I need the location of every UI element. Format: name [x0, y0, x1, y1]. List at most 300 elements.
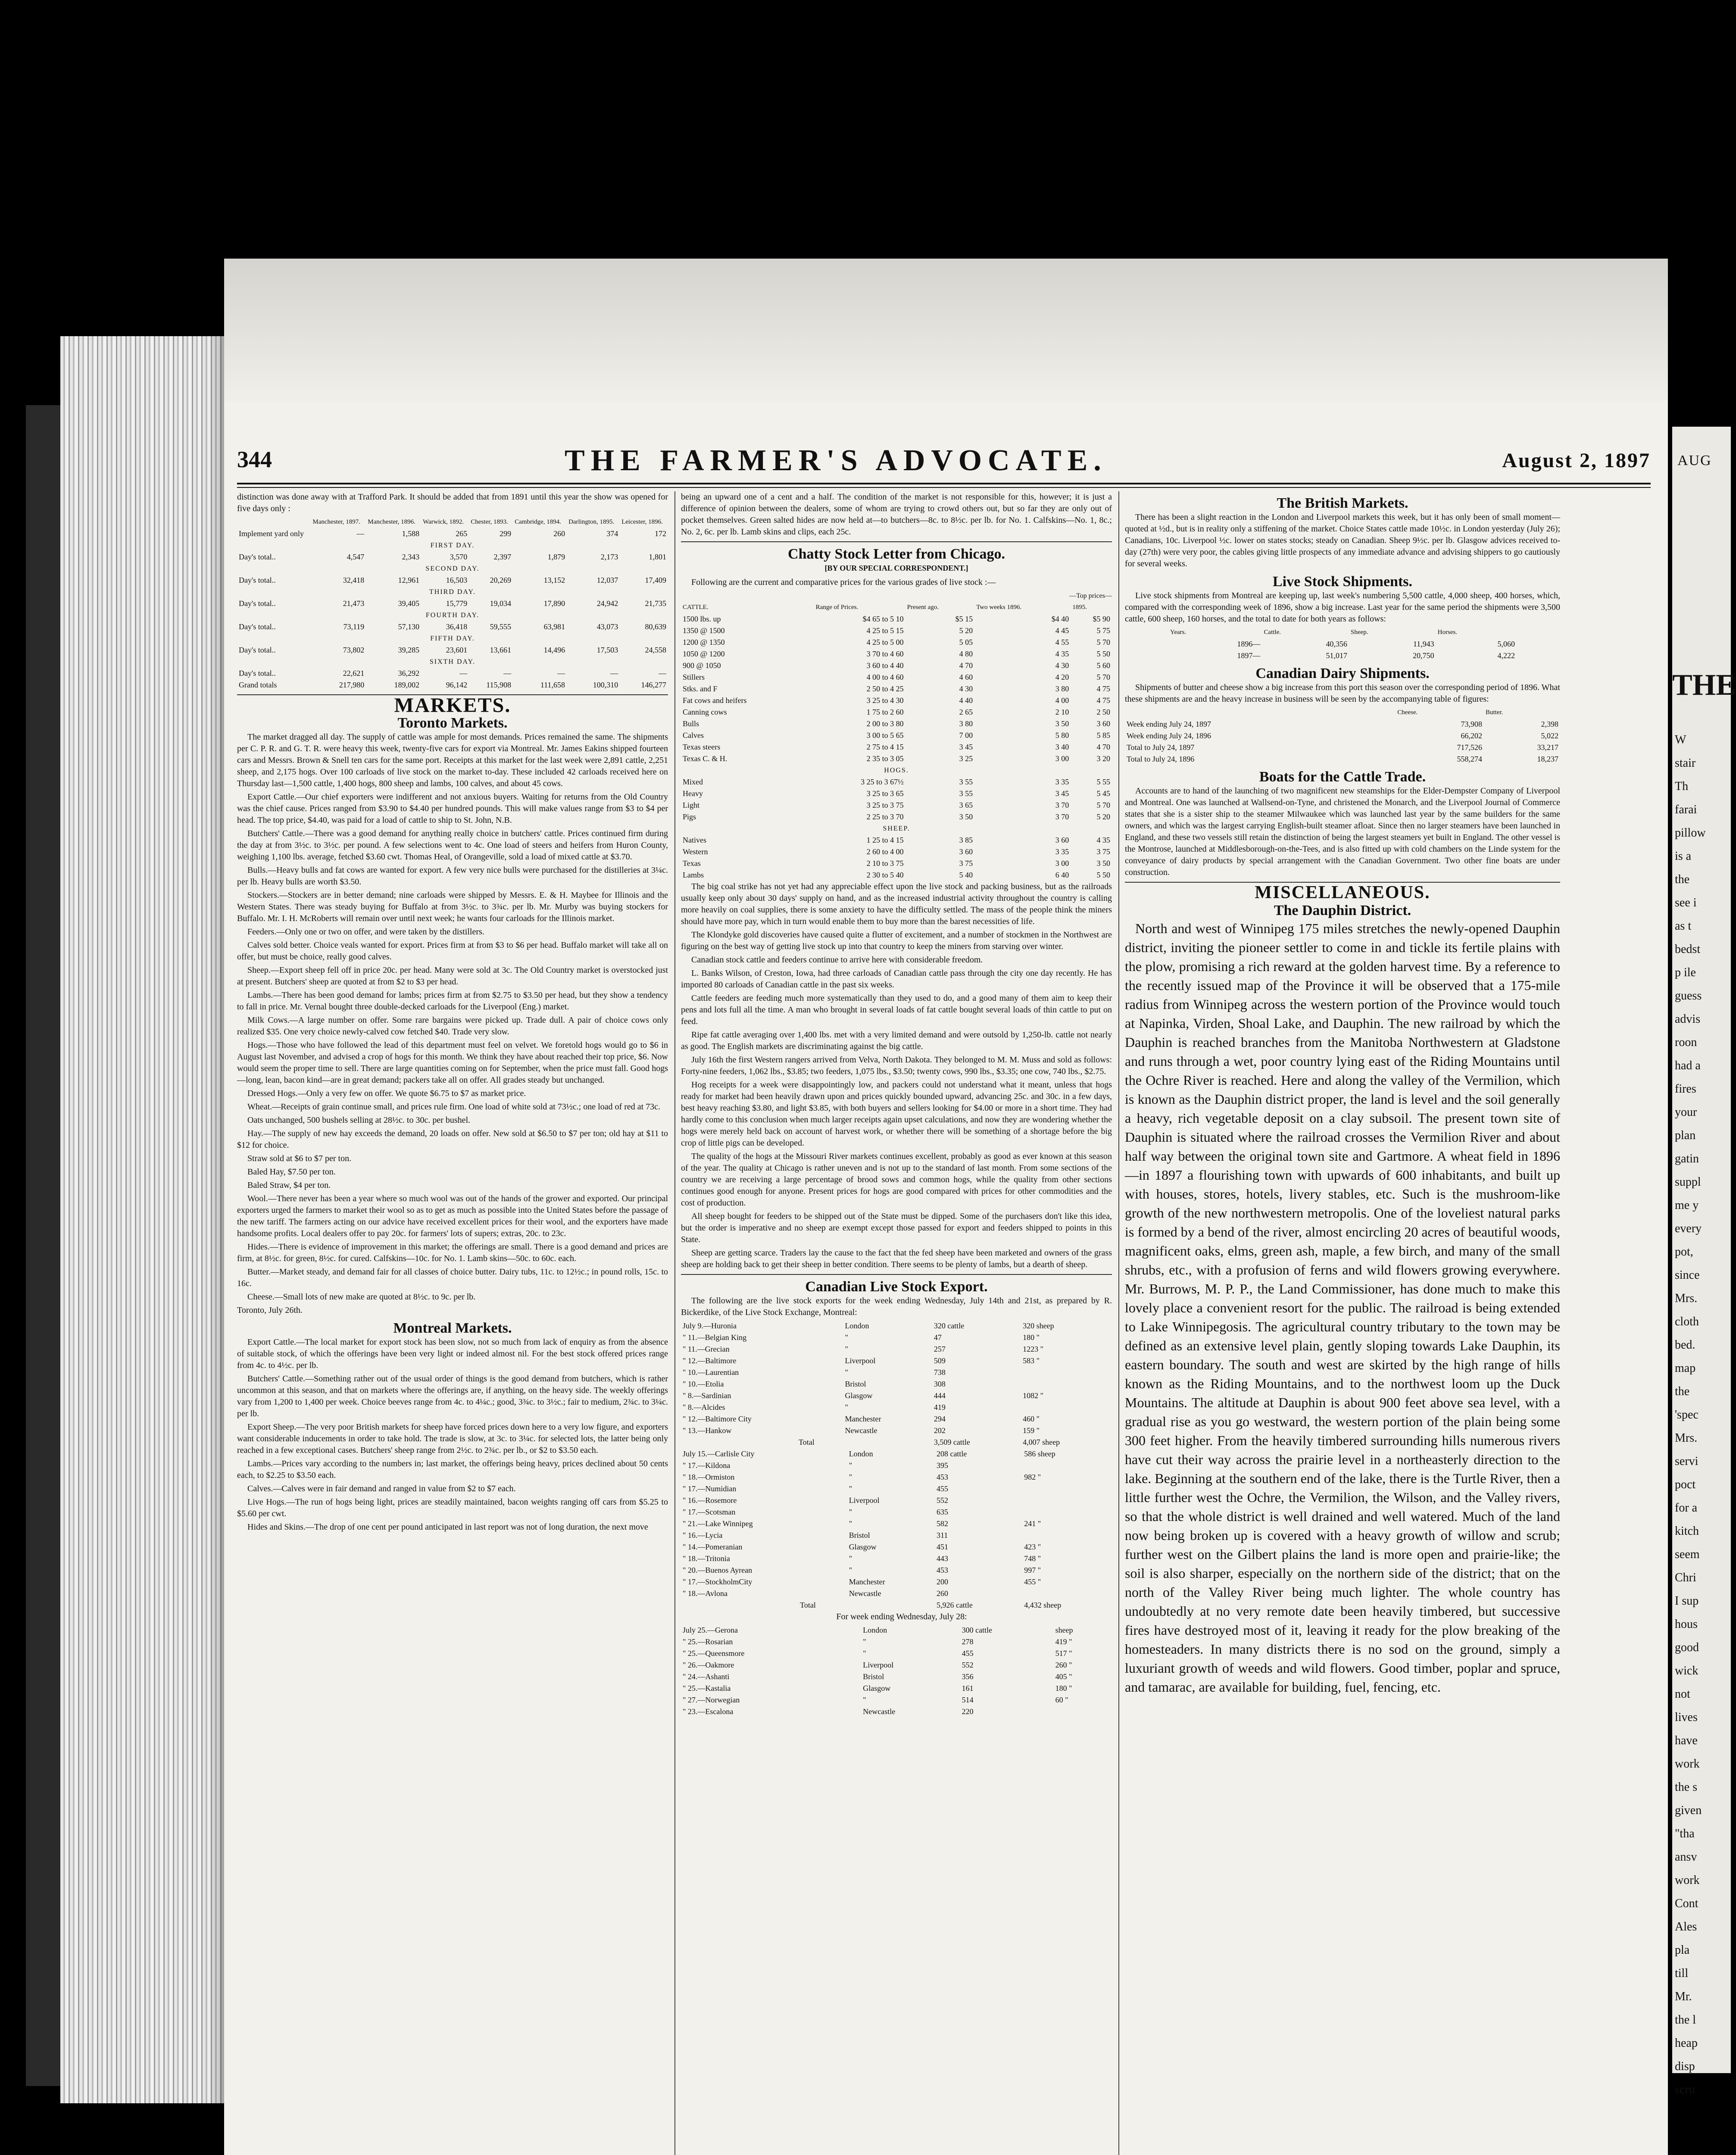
paragraph: Hog receipts for a week were disappointingly low, and packers could not understand what it meant, unless that hogs ready for market had been heavily drawn upon and prices quickly bounded upward, advancing 25c. and 30c. in a few days, best heavy reaching $3.80, and light $3.85, with both buyers and sellers looking for $4.00 or more in a short time. They had hardly come to this conclusion when much larger receipts again upset calculations, and now they are wondering whether the hogs were merely held back on account of harvest work, or whether there will be something of a shortage before the big crop of little pigs can be developed. — [681, 1080, 1112, 1148]
dauphin-article: North and west of Winnipeg 175 miles stretches the newly-opened Dauphin district, inviting the pioneer settler to come in and tickle its fertile plains with the plow, promising a rich reward at the golden harvest time. By a reference to the recently issued map of the Province it will be observed that a 175-mile radius from Winnipeg across the western portion of the Province would touch at Napinka, Virden, Shoal Lake, and Dauphin. The new railroad by which the Dauphin is reached branches from the Manitoba Northwestern at Gladstone and runs through a wet, poor country lying east of the Riding Mountains until the Ochre River is reached. Here and along the valley of the Vermilion, which is known as the Dauphin district proper, the land is level and the soil generally a heavy, rich vegetable deposit on a clay subsoil. The present town site of Dauphin is situated where the railroad crosses the Vermilion River and about half way between the original town site and Gartmore. A wheat field in 1896—in 1897 a flourishing town with upwards of 600 inhabitants, and built up with houses, stores, hotels, livery stables, etc. Such is the mushroom-like growth of the new northwestern metropolis. One of the loveliest natural parks is formed by a bend of the river, almost encircling 20 acres of beautiful woods, magnificent oaks, elms, green ash, maple, a few birch, and many of the small shrubs, etc., with a profusion of ferns and wild flowers growing everywhere. Mr. Burrows, M. P. P., the Land Commissioner, has done much to make this lovely place a convenient resort for the public. The railroad is being extended to Lake Winnipegosis. The agricultural country tributary to the town may be defined as an extensive level plain, gently sloping towards Lake Dauphin, its eastern boundary. The south and west are skirted by the high range of hills known as the Riding Mountains, and to the northwest loom up the Duck Mountains. The altitude at Dauphin is about 900 feet above sea level, with a gradual rise as you go westward, the western portion of the plain being some 300 feet higher. From the heavily timbered surrounding hills numerous rivers have cut their way across the prairie level in a northeasterly direction to the lake. Beginning at the southern end of the lake, there is the Turtle River, then a little further west the Ochre, the Vermilion, the Wilson, and the Valley rivers, so that the whole district is well drained and well watered. Much of the land now being broken up is covered with a heavy growth of willow and scrub; further west on the Gilbert plains the land is more open and prairie-like; the soil is also sharper, especially on the northern side of the district; that on the north of the Valley River being much lighter. The whole country has undoubtedly at no very remote date been heavily timbered, but successive fires have destroyed most of it, leaving it ready for the plow breaking of the homesteaders. In many districts there is no sod on the ground, simply a luxuriant growth of weeds and wild flowers. Good timber, poplar and spruce, and tamarac, are available for building, fuel, fencing, etc. — [1125, 921, 1560, 1695]
table-cell: 57,130 — [398, 622, 420, 631]
table-row — [237, 551, 668, 563]
table-row — [681, 800, 1112, 811]
table-cell: 586 sheep — [1024, 1449, 1055, 1458]
table-cell: Manchester — [849, 1577, 885, 1586]
table-cell: — — [356, 529, 365, 538]
table-cell: $5 90 — [1093, 615, 1110, 623]
table-row — [237, 609, 668, 621]
table-cell: 4 35 — [1096, 836, 1110, 844]
column-divider — [1118, 491, 1119, 2155]
table-header: Cattle. — [1264, 629, 1281, 636]
table-cell: Texas C. & H. — [683, 754, 727, 763]
table-row — [681, 648, 1112, 660]
table-row — [237, 540, 668, 551]
table-row — [681, 823, 1112, 834]
shipments-table — [1168, 627, 1517, 662]
table-cell: 3 65 — [959, 801, 973, 809]
paragraph: Butter.—Market steady, and demand fair for all classes of choice butter. Dairy tubs, 11c. to 12½c.; in pound rolls, 15c. to 16c. — [237, 1267, 668, 1288]
adjacent-page-text: W stair Th farai pillow is a the see i as t bedst p ile guess advis roon had a fires your plan gatin suppl me y every pot, since Mrs. cloth bed. map the 'spec Mrs. servi poct for a kitch seem Chri I sup hous good wick not lives have work the s given "tha ansv work Cont Ales pla till Mr. the l heap disp scru — [1675, 733, 1706, 2096]
table-cell: 4,547 — [347, 553, 365, 561]
table-cell: 3 50 — [959, 812, 973, 821]
table-cell: 4 25 to 5 15 — [866, 626, 904, 635]
table-row — [237, 621, 668, 633]
table-cell: 43,073 — [596, 622, 618, 631]
table-cell: Texas — [683, 859, 701, 868]
table-cell: 4 20 — [1055, 673, 1069, 681]
markets-heading: MARKETS. — [394, 694, 511, 717]
boats-heading: Boats for the Cattle Trade. — [1259, 769, 1426, 785]
table-row — [681, 1648, 1112, 1659]
table-cell: Total to July 24, 1896 — [1127, 755, 1195, 763]
table-cell: 4 70 — [959, 661, 973, 670]
paragraph: The quality of the hogs at the Missouri River markets continues excellent, probably as good as ever known at this season of the year. The quality at Chicago is rather uneven and is not up to the standard of last month. From some sections of the country we are receiving a large percentage of brood sows and common hogs, while the quality from other sections continues good enough for anyone. Present prices for hogs are good compared with prices for other commodities and the cost of production. — [681, 1152, 1112, 1208]
toronto-signoff: Toronto, July 26th. — [237, 1305, 303, 1315]
table-cell: Stks. and F — [683, 684, 718, 693]
paragraph: Hay.—The supply of new hay exceeds the demand, 20 loads on offer. New sold at $6.50 to $7 per ton; old hay at $11 to $12 for choice. — [237, 1129, 668, 1150]
table-cell: 80,639 — [645, 622, 666, 631]
table-cell: 2 75 to 4 15 — [866, 743, 904, 751]
table-row — [681, 1413, 1112, 1425]
table-row — [237, 528, 668, 540]
table-row — [681, 695, 1112, 706]
paragraph: The Klondyke gold discoveries have caused quite a flutter of excitement, and a number of stockmen in the Northwest are figuring on the best way of getting live stock up into that country to keep the miners from starving over winter. — [681, 930, 1112, 951]
table-cell: " — [849, 1566, 852, 1574]
dauphin-heading: The Dauphin District. — [1274, 903, 1411, 918]
table-cell: $4 65 to 5 10 — [862, 615, 904, 623]
table-cell: 96,142 — [446, 681, 468, 689]
paragraph: Calves.—Calves were in fair demand and ranged in value from $2 to $7 each. — [247, 1484, 516, 1493]
export-intro: The following are the live stock exports for the week ending Wednesday, July 14th and 21st, as prepared by R. Bickerdike, of the Live Stock Exchange, Montreal: — [681, 1296, 1112, 1317]
table-cell: 1350 @ 1500 — [683, 626, 725, 635]
table-cell: 1,879 — [547, 553, 565, 561]
table-row — [681, 1483, 1112, 1495]
table-cell: Stillers — [683, 673, 705, 681]
table-cell: 3 80 — [1055, 684, 1069, 693]
table-cell: 180 " — [1023, 1333, 1040, 1342]
paragraph: Lambs.—Prices vary according to the numbers in; last market, the offerings being heavy, prices declined about 50 cents each, to $2.25 to $3.50 each. — [237, 1459, 668, 1480]
table-row — [681, 1343, 1112, 1355]
hides-continued: being an upward one of a cent and a half. The condition of the market is not responsible for this, however; it is just a difference of opinion between the dealers, some of whom are trying to crowd others out, but so far they are only out of pocket themselves. Green salted hides are now held at—to butchers—8c. to 8½c. per lb. for No. 1. Calfskins—No. 1, 8c.; No. 2, 6c. per lb. Lamb skins and clips, each 25c. — [681, 492, 1112, 537]
table-cell: 2 25 to 3 70 — [866, 812, 904, 821]
table-cell: Week ending July 24, 1896 — [1127, 731, 1211, 740]
table-cell: Total to July 24, 1897 — [1127, 743, 1195, 752]
table-cell: 189,002 — [394, 681, 420, 689]
table-header: Darlington, 1895. — [568, 518, 615, 525]
table-cell: 1 25 to 4 15 — [866, 836, 904, 844]
table-row — [681, 846, 1112, 858]
table-row — [681, 1425, 1112, 1437]
table-cell: 997 " — [1024, 1566, 1041, 1574]
table-cell: Liverpool — [863, 1661, 894, 1669]
table-row — [1168, 650, 1517, 662]
table-cell: Texas steers — [683, 743, 721, 751]
table-row — [1125, 753, 1560, 765]
montreal-report — [237, 1337, 668, 1533]
table-cell: " 25.—Queensmore — [683, 1649, 745, 1658]
table-cell: Bristol — [849, 1531, 870, 1540]
table-cell: 12,961 — [398, 576, 420, 584]
row-label: Grand totals — [239, 681, 277, 689]
table-row — [237, 668, 668, 679]
toronto-report — [237, 731, 668, 1303]
table-cell: 5 70 — [1096, 638, 1110, 646]
table-cell: 208 cattle — [936, 1449, 967, 1458]
table-cell: 36,418 — [446, 622, 468, 631]
table-row — [237, 586, 668, 598]
paragraph: Sheep.—Export sheep fell off in price 20c. per head. Many were sold at 3c. The Old Country market is overstocked just at present. Butchers' sheep are quoted at from $2 to $3 per head. — [237, 965, 668, 987]
table-cell — [1054, 1706, 1112, 1718]
british-report: There has been a slight reaction in the London and Liverpool markets this week, but it has only been of small moment—quoted at ½d., but is in reality only a stiffening of the market. Choice States cattle made 10½c. in London yesterday (July 26); Canadians, 10c. Liverpool ½c. lower on states stocks; steady on Canadian. Sheep 9½c. per lb. Glasgow advices received to-day (27th) were very poor, the cables giving little prospects of any immediate advance and advising shippers to go cautiously for several weeks. — [1125, 512, 1560, 568]
table-cell: " 11.—Grecian — [683, 1345, 730, 1353]
table-cell: 4 30 — [959, 684, 973, 693]
section-label: FIFTH DAY. — [430, 635, 475, 642]
chicago-intro: Following are the current and comparative prices for the various grades of live stock :— — [691, 578, 996, 587]
table-cell: 220 — [962, 1707, 974, 1716]
table-cell: 19,034 — [490, 599, 512, 608]
table-cell: 202 — [934, 1426, 946, 1435]
table-cell: 15,779 — [446, 599, 468, 608]
table-cell: 5,022 — [1541, 731, 1558, 740]
table-cell: 552 — [936, 1496, 948, 1505]
table-cell — [1022, 1506, 1112, 1518]
row-label: Day's total.. — [239, 646, 276, 654]
table-cell: — — [557, 669, 565, 678]
table-row — [681, 613, 1112, 625]
newspaper-title: THE FARMER'S ADVOCATE. — [565, 444, 1107, 477]
table-row — [681, 753, 1112, 765]
issue-date: August 2, 1897 — [1502, 449, 1651, 472]
table-cell: 311 — [936, 1531, 948, 1540]
table-cell: 3 75 — [959, 859, 973, 868]
table-cell: 451 — [936, 1543, 948, 1551]
table-cell: 159 " — [1023, 1426, 1040, 1435]
table-cell: 100,310 — [593, 681, 618, 689]
paragraph: Cattle feeders are feeding much more systematically than they used to do, and a good many of them aim to keep their pens and lots full all the time. A man who brought in several loads of fat cattle bought several loads of thin cattle to put on feed. — [681, 993, 1112, 1026]
table-cell: Natives — [683, 836, 706, 844]
table-cell: 40,356 — [1326, 640, 1348, 648]
table-header: Present ago. — [907, 604, 939, 611]
table-row — [681, 1683, 1112, 1694]
table-cell: 73,908 — [1461, 720, 1482, 728]
table-row — [681, 1332, 1112, 1343]
table-row — [681, 1624, 1112, 1636]
table-cell: 2 60 to 4 00 — [866, 847, 904, 856]
table-cell: 453 — [936, 1566, 948, 1574]
table-cell: Bulls — [683, 719, 699, 728]
table-header: Years. — [1170, 629, 1186, 636]
table-cell: " — [849, 1508, 852, 1516]
table-row — [681, 776, 1112, 788]
table-header: Warwick, 1892. — [423, 518, 464, 525]
row-label: Day's total.. — [239, 669, 276, 678]
table-cell: 635 — [936, 1508, 948, 1516]
table-cell: 423 " — [1024, 1543, 1041, 1551]
paragraph: Stockers.—Stockers are in better demand; nine carloads were shipped by Messrs. E. & H. Maybee for Illinois and the Western States. There was steady buying for Buffalo at from 3½c. to 3¾c. per lb. Mr. Murby was buying stockers for Buffalo. Mr. I. H. McRoberts will remain over until next week; he wants four carloads for the Illinois market. — [237, 890, 668, 923]
paragraph: Hides and Skins.—The drop of one cent per pound anticipated in last report was not of long duration, the next move — [247, 1522, 648, 1532]
table-cell: 17,503 — [596, 646, 618, 654]
table-cell: " 18.—Tritonia — [683, 1554, 730, 1563]
table-cell: 3 60 — [1096, 719, 1110, 728]
row-label: Day's total.. — [239, 553, 276, 561]
table-cell: 5 20 — [1096, 812, 1110, 821]
table-cell: 22,621 — [343, 669, 365, 678]
table-cell: 1897— — [1237, 651, 1261, 660]
table-header: Two weeks 1896. — [976, 604, 1022, 611]
table-cell: 2 50 — [1096, 708, 1110, 716]
table-cell: 455 " — [1024, 1577, 1041, 1586]
table-cell: 20,269 — [490, 576, 512, 584]
table-cell: 5 70 — [1096, 801, 1110, 809]
table-cell: 1050 @ 1200 — [683, 650, 725, 658]
total-label: Total — [799, 1438, 815, 1446]
table-cell: 2,397 — [493, 553, 512, 561]
table-cell: 3 00 to 5 65 — [866, 731, 904, 740]
table-cell: 5 05 — [959, 638, 973, 646]
table-cell: 3 25 to 3 65 — [866, 789, 904, 798]
toronto-heading: Toronto Markets. — [397, 715, 508, 731]
column-2 — [681, 491, 1112, 1718]
table-cell: July 25.—Gerona — [683, 1626, 738, 1634]
table-cell: 582 — [936, 1519, 948, 1528]
table-cell: 4 60 — [959, 673, 973, 681]
table-cell: Glasgow — [845, 1391, 873, 1400]
table-cell: " — [849, 1473, 852, 1481]
table-cell: " 26.—Oakmore — [683, 1661, 734, 1669]
show-intro: distinction was done away with at Trafford Park. It should be added that from 1891 until this year the show was opened for five days only : — [237, 492, 668, 513]
table-row — [681, 683, 1112, 695]
table-header: CATTLE. — [683, 604, 709, 611]
table-cell: " 13.—Hankow — [683, 1426, 732, 1435]
table-cell: 3 25 to 3 67½ — [861, 778, 904, 786]
table-cell: " — [849, 1484, 852, 1493]
table-cell: 4 80 — [959, 650, 973, 658]
paragraph: Ripe fat cattle averaging over 1,400 lbs. met with a very limited demand and were outsold by 1,250-lb. cattle not nearly as good. The English markets are discriminating against the big cattle. — [681, 1030, 1112, 1051]
table-cell: 3 70 — [1055, 801, 1069, 809]
table-cell: Newcastle — [863, 1707, 896, 1716]
table-cell: " 17.—StockholmCity — [683, 1577, 752, 1586]
table-cell: 4 40 — [959, 696, 973, 705]
table-row — [681, 1588, 1112, 1599]
table-cell: 3,570 — [450, 553, 468, 561]
table-row — [681, 1460, 1112, 1471]
table-row — [681, 1541, 1112, 1553]
export-table — [681, 1448, 1112, 1611]
table-row — [681, 1530, 1112, 1541]
paragraph: Export Cattle.—Our chief exporters were indifferent and not anxious buyers. Waiting for returns from the Old Country was the chief cause. Prices ranged from $3.90 to $4.40 per hundred pounds. This will make values range from $3 to $4 per head. The top price, $4.40, was paid for a load of cattle to ship to St. John, N.B. — [237, 792, 668, 825]
table-row — [1125, 742, 1560, 753]
table-cell: Heavy — [683, 789, 703, 798]
table-cell: sheep — [1055, 1626, 1073, 1634]
total-row — [681, 1437, 1112, 1448]
table-row — [237, 644, 668, 656]
table-row — [681, 1671, 1112, 1683]
table-cell: 455 — [936, 1484, 948, 1493]
table-cell: 3 55 — [959, 789, 973, 798]
paragraph: Live Hogs.—The run of hogs being light, prices are steadily maintained, bacon weights ranging off cars from $5.25 to $5.60 per cwt. — [237, 1497, 668, 1518]
table-cell: 73,802 — [343, 646, 365, 654]
table-cell: 308 — [934, 1380, 946, 1388]
table-cell: 1500 lbs. up — [683, 615, 721, 623]
british-heading: The British Markets. — [1277, 495, 1408, 511]
table-row — [681, 869, 1112, 881]
paragraph: The big coal strike has not yet had any appreciable effect upon the live stock and packing business, but as the railroads usually keep only about 30 days' supply on hand, and as the increased industrial activity throughout the country is calling more heavily on coal supplies, there is some anxiety to have the difficulty settled. The mass of the people think the miners should have more pay, which in turn would enable them to buy more than the barest necessities of life. — [681, 882, 1112, 926]
table-row — [681, 706, 1112, 718]
table-cell: 66,202 — [1461, 731, 1482, 740]
table-row — [681, 1320, 1112, 1332]
table-cell — [1021, 1378, 1112, 1390]
table-row — [237, 598, 668, 609]
table-cell: 982 " — [1024, 1473, 1041, 1481]
table-row — [681, 1355, 1112, 1367]
paragraph: Calves sold better. Choice veals wanted for export. Prices firm at from $3 to $6 per head. Buffalo market will take all on offer, but must be choice, really good calves. — [237, 940, 668, 962]
table-row — [681, 671, 1112, 683]
table-cell: 3 35 — [1055, 847, 1069, 856]
table-cell: " 18.—Ormiston — [683, 1473, 735, 1481]
table-cell: — — [659, 669, 666, 678]
table-cell: 63,981 — [543, 622, 565, 631]
table-row — [681, 788, 1112, 800]
paragraph: Wool.—There never has been a year where so much wool was out of the hands of the grower and exported. Our principal exporters urged the farmers to market their wool so as to get as much as possible into the United States before the passage of the new tariff. The farmers acting on our advice have received excellent prices for their wool, and the exporters have made handsome profits. Local dealers offer to pay 20c. for farmers' lots of supers; extras, 20c. to 23c. — [237, 1194, 668, 1238]
table-cell: 24,558 — [645, 646, 666, 654]
table-cell: London — [849, 1449, 873, 1458]
table-cell: 1 75 to 2 60 — [866, 708, 904, 716]
paragraph: Dressed Hogs.—Only a very few on offer. We quote $6.75 to $7 as market price. — [247, 1089, 526, 1098]
paragraph: Baled Hay, $7.50 per ton. — [247, 1167, 336, 1177]
table-cell: 3 85 — [959, 836, 973, 844]
table-cell: 11,943 — [1413, 640, 1434, 648]
table-cell: 111,658 — [540, 681, 565, 689]
table-cell: — — [503, 669, 512, 678]
table-cell: 2 50 to 4 25 — [866, 684, 904, 693]
table-cell: 453 — [936, 1473, 948, 1481]
row-label: Day's total.. — [239, 599, 276, 608]
table-cell: 17,409 — [645, 576, 666, 584]
table-header: Manchester, 1896. — [368, 518, 415, 525]
table-header: Manchester, 1897. — [312, 518, 361, 525]
table-cell: 3 40 — [1055, 743, 1069, 751]
table-cell: " 17.—Kildona — [683, 1461, 731, 1470]
export-heading: Canadian Live Stock Export. — [805, 1279, 988, 1295]
table-cell: " 10.—Laurentian — [683, 1368, 739, 1377]
table-cell: 1223 " — [1023, 1345, 1044, 1353]
table-cell: " 18.—Avlona — [683, 1589, 728, 1598]
adjacent-page-heading: THE — [1672, 668, 1736, 702]
table-row — [237, 679, 668, 691]
table-cell: " — [845, 1403, 848, 1412]
table-cell: London — [863, 1626, 887, 1634]
table-row — [681, 1471, 1112, 1483]
table-cell: 20,750 — [1413, 651, 1434, 660]
table-cell — [1021, 1402, 1112, 1413]
divider — [681, 541, 1112, 542]
paragraph: Lambs.—There has been good demand for lambs; prices firm at from $2.75 to $3.50 per head, but they show a tendency to fall in price. Mr. Vernal bought three double-decked carloads for the Liverpool (Eng.) market. — [237, 990, 668, 1012]
table-cell: 24,942 — [596, 599, 618, 608]
table-cell: 115,908 — [486, 681, 512, 689]
table-cell: " 24.—Ashanti — [683, 1672, 730, 1681]
column-divider — [674, 491, 675, 2155]
dairy-heading: Canadian Dairy Shipments. — [1255, 665, 1430, 681]
table-cell: Glasgow — [863, 1684, 891, 1693]
paragraph: Export Sheep.—The very poor British markets for sheep have forced prices down here to a very low figure, and exporters want considerable inducements in order to take hold. The trade is slow, at 3c. to 3¼c. for selected lots, the latter being only reached in a few exceptional cases. Butchers' sheep range from 2½c. to 2¾c. per lb., or $2 to $3.50 each. — [237, 1422, 668, 1455]
table-cell: 4 00 to 4 60 — [866, 673, 904, 681]
table-row — [681, 858, 1112, 869]
table-cell: 32,418 — [343, 576, 365, 584]
miscellaneous-heading: MISCELLANEOUS. — [1255, 883, 1430, 903]
masthead — [237, 446, 1651, 481]
export-table — [681, 1624, 1112, 1718]
table-cell: 455 — [962, 1649, 974, 1658]
table-row — [681, 834, 1112, 846]
table-row — [681, 811, 1112, 823]
table-cell: 294 — [934, 1415, 946, 1423]
table-cell: 59,555 — [490, 622, 512, 631]
table-row — [681, 1506, 1112, 1518]
chicago-heading: Chatty Stock Letter from Chicago. — [788, 546, 1005, 562]
table-cell: " 23.—Escalona — [683, 1707, 734, 1716]
dairy-table — [1125, 707, 1560, 765]
boats-report: Accounts are to hand of the launching of two magnificent new steamships for the Elder-Dempster Company of Liverpool and Montreal. One was launched at Wallsend-on-Tyne, and christened the Monarch, and the Liverpool Journal of Commerce states that she is a sister ship to the steamer Milwaukee which was launched last year by the same builders for the same owners, and which was the largest carrying English-built steamer afloat. Since then no larger steamers have been launched in England, and these two vessels still retain the distinction of being the largest steamers yet built in England. The other vessel is the Montrose, launched at Middlesborough-on-the-Tees, and is also fitted up with cold chambers on the Linde system for the conveyance of dairy products by special arrangement with the Canadian Government. Two other fine boats are under construction. — [1125, 786, 1560, 877]
table-cell: 558,274 — [1457, 755, 1482, 763]
table-cell: " 25.—Rosarian — [683, 1637, 733, 1646]
table-cell: 444 — [934, 1391, 946, 1400]
table-cell: 21,473 — [343, 599, 365, 608]
table-cell: 3 45 — [1055, 789, 1069, 798]
table-cell: 552 — [962, 1661, 974, 1669]
table-cell: Pigs — [683, 812, 696, 821]
table-cell: " — [845, 1368, 848, 1377]
book-page-edges — [60, 336, 241, 2103]
table-cell — [1022, 1495, 1112, 1506]
table-cell: " 25.—Kastalia — [683, 1684, 731, 1693]
table-header: Leicester, 1896. — [621, 518, 663, 525]
table-cell: 3 25 to 4 30 — [866, 696, 904, 705]
table-row — [1168, 638, 1517, 650]
table-cell: 3 00 — [1055, 859, 1069, 868]
table-cell: 3 00 — [1055, 754, 1069, 763]
paragraph: Hides.—There is evidence of improvement in this market; the offerings are small. There is a good demand and prices are firm, at 8½c. for green, 8½c. for cured. Calfskins—10c. for No. 1. Lamb skins—50c. to 60c. each. — [237, 1242, 668, 1263]
table-cell: 1,588 — [402, 529, 420, 538]
paragraph: All sheep bought for feeders to be shipped out of the State must be dipped. Some of the purchasers don't like this idea, but the order is imperative and no sheep are exempt except those passed for export and feeders shipped to points in this State. — [681, 1212, 1112, 1244]
table-cell: 2 10 to 3 75 — [866, 859, 904, 868]
table-cell: 3 60 — [1055, 836, 1069, 844]
table-cell: 1,801 — [649, 553, 666, 561]
table-row — [681, 1553, 1112, 1565]
table-cell: $4 40 — [1051, 615, 1069, 623]
table-cell: 3 55 — [959, 778, 973, 786]
table-cell: 161 — [962, 1684, 974, 1693]
table-row — [681, 1565, 1112, 1576]
table-cell: 300 cattle — [962, 1626, 993, 1634]
section-label: FIRST DAY. — [430, 542, 475, 549]
table-cell: " — [863, 1696, 866, 1704]
table-cell — [1021, 1367, 1112, 1378]
newspaper-page — [224, 259, 1668, 2155]
paragraph: Bulls.—Heavy bulls and fat cows are wanted for export. A few very nice bulls were purchased for the distilleries at 3¼c. per lb. Heavy bulls are worth $3.50. — [237, 865, 668, 887]
table-cell: Bristol — [845, 1380, 866, 1388]
table-cell: 443 — [936, 1554, 948, 1563]
table-cell: 13,661 — [490, 646, 512, 654]
table-cell: 146,277 — [641, 681, 666, 689]
total-sheep: 4,007 sheep — [1023, 1438, 1060, 1446]
table-cell: 241 " — [1024, 1519, 1041, 1528]
paragraph: July 16th the first Western rangers arrived from Velva, North Dakota. They belonged to M. M. Muss and sold as follows: Forty-nine feeders, 1,062 lbs., $3.85; two feeders, 1,075 lbs., $3.50; twenty cows, 990 lbs., $3.35; one cow, 740 lbs., $2.75. — [681, 1055, 1112, 1076]
table-cell: 5 45 — [1096, 789, 1110, 798]
table-cell: " 17.—Numidian — [683, 1484, 737, 1493]
table-cell — [1022, 1530, 1112, 1541]
table-row — [681, 1367, 1112, 1378]
table-cell: 900 @ 1050 — [683, 661, 721, 670]
